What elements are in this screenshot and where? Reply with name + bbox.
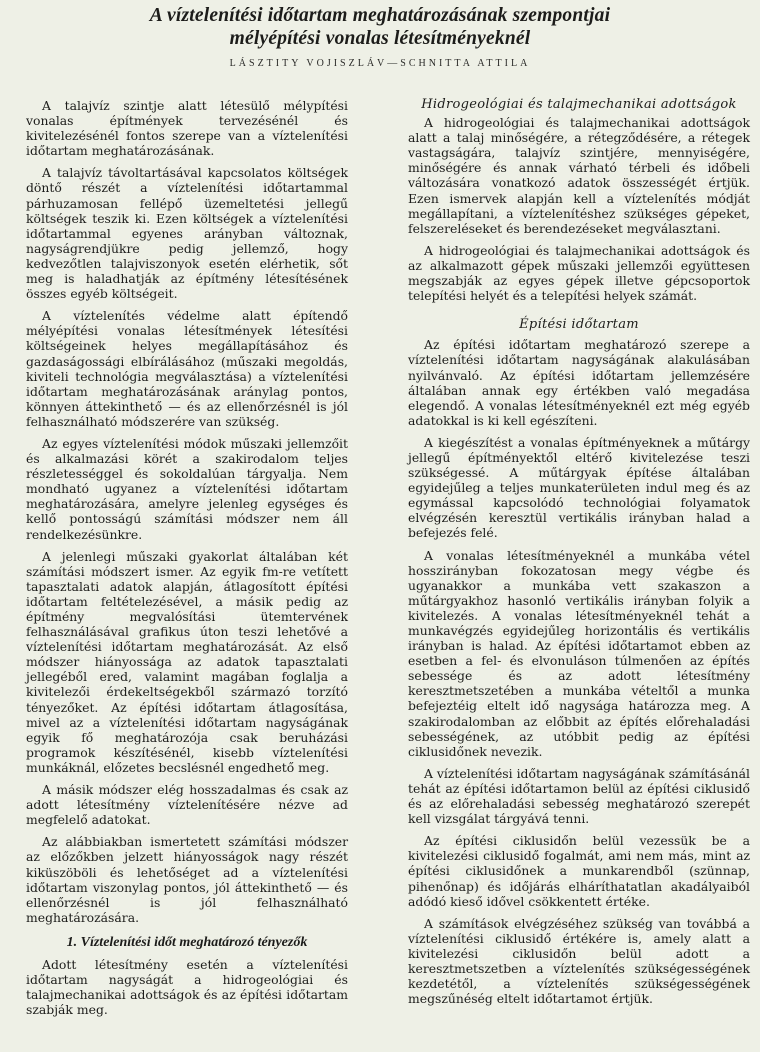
left-column <box>26 98 348 1024</box>
paragraph: A kiegészítést a vonalas építményeknek a műtárgy jellegű építményektől eltérő kivitelezése teszi szükségessé. A műtárgyak építése általában egyidejűleg a teljes munkaterületen indul meg és az egymással kapcsolódó technológiai folyamatok elvégzésén keresztül vertikális irányban halad a befejezés felé. <box>408 434 750 541</box>
article-authors: LÁSZTITY VOJISZLÁV—SCHNITTA ATTILA <box>229 58 531 69</box>
article-header <box>0 4 760 69</box>
paragraph: A másik módszer elég hosszadalmas és csak az adott létesítmény víztelenítésére nézve ad megfelelő adatokat. <box>26 782 348 828</box>
subsection-heading: Hidrogeológiai és talajmechanikai adottságok <box>421 97 737 112</box>
section-heading: 1. Víztelenítési időt meghatározó tényezők <box>66 934 308 950</box>
paragraph: A víztelenítés védelme alatt építendő mélyépítési vonalas létesítmények létesítési költségeinek helyes megállapításához és gazdaságossági elbírálásához (műszaki megoldás, kiviteli technológia megválasztása) a víztelenítési időtartam meghatározásának aránylag pontos, könnyen áttekinthető — és az ellenőrzésnél is jól felhasználható módszerére van szükség. <box>26 308 348 429</box>
title-line-1: A víztelenítési időtartam meghatározásának szempontjai <box>149 5 611 26</box>
title-line-2: mélyépítési vonalas létesítményeknél <box>229 28 531 49</box>
paragraph: Az alábbiakban ismertetett számítási módszer az előzőkben jelzett hiányosságok nagy részét kiküszöböli és lehetőséget ad a víztelenítési időtartam viszonylag pontos, jól áttekinthető — és ellenőrzésnél is jól felhasználható meghatározására. <box>26 834 348 925</box>
paragraph: A hidrogeológiai és talajmechanikai adottságok és az alkalmazott gépek műszaki jellemzői együttesen megszabják az egyes gépek illetve gépcsoportok telepítési helyét és a telepítési helyek számát. <box>408 242 750 304</box>
paragraph: A hidrogeológiai és talajmechanikai adottságok alatt a talaj minőségére, a rétegződésére, a rétegek vastagságára, talajvíz szintjére, mennyiségére, minőségére és annak várható térbeli és időbeli változására vonatkozó adatok összességét értjük. Ezen ismervek alapján kell a víztelenítés módját megállapítani, a víztelenítéshez szükséges gépeket, felszereléseket és berendezéseket megválasztani. <box>408 115 750 236</box>
paragraph: Az építési ciklusidőn belül vezessük be a kivitelezési ciklusidő fogalmát, ami nem más, mint az építési ciklusidőnek a munkarendből (szünnap, pihenőnap) és időjárás elháríthatatlan akadályaiból adódó kieső idővel csökkentett értéke. <box>408 833 750 909</box>
subsection-heading: Építési időtartam <box>519 317 639 333</box>
paragraph: A talajvíz szintje alatt létesülő mélypítési vonalas építmények tervezésénél és kivitelezésénél fontos szerepe van a víztelenítési időtartam meghatározásának. <box>26 98 348 159</box>
right-column <box>408 97 750 1013</box>
paragraph: A vonalas létesítményeknél a munkába vétel hosszirányban fokozatosan megy végbe és ugyanakkor a munkába vett szakaszon a műtárgyakhoz hasonló vertikális irányban folyik a kivitelezés. A vonalas létesítményeknél tehát a munkavégzés egyidejűleg horizontális és vertikális irányban is halad. Az építési időtartamot ebben az esetben a fel- és elvonuláson túlmenően az építés sebessége és az adott létesítmény keresztmetszetében a munkába vételtől a munka befejeztéig eltelt idő nagysága határozza meg. A szakirodalomban az előbbit az építés előrehaladási sebességének, az utóbbit pedig az építési ciklusidőnek nevezik. <box>408 547 750 759</box>
paragraph: A víztelenítési időtartam nagyságának számításánál tehát az építési időtartamon belül az építési ciklusidő és az előrehaladási sebesség meghatározó szerepét kell vizsgálat tárgyává tenni. <box>408 765 750 827</box>
article-title <box>0 4 760 50</box>
paragraph: A számítások elvégzéséhez szükség van továbbá a víztelenítési ciklusidő értékére is, amely alatt a kivitelezési ciklusidőn belül adott a keresztmetszetben a víztelenítés szükségességének kezdetétől, a víztelenítés szükségességének megszűnéség eltelt időtartamot értjük. <box>408 915 750 1007</box>
paragraph: A talajvíz távoltartásával kapcsolatos költségek döntő részét a víztelenítési időtartammal párhuzamosan fellépő üzemeltetési jellegű költségek teszik ki. Ezen költségek a víztelenítési időtartammal egyenes arányban változnak, nagyságrendjükre pedig jellemző, hogy kedvezőtlen talajviszonyok esetén elérhetik, sőt meg is haladhatják az építmény létesítésének összes egyéb költségeit. <box>26 165 348 302</box>
paragraph: Az egyes víztelenítési módok műszaki jellemzőit és alkalmazási körét a szakirodalom teljes részletességgel és sokoldalúan tárgyalja. Nem mondható ugyanez a víztelenítési időtartam meghatározására, amelyre jelenleg egységes és kellő pontosságú számítási módszer nem áll rendelkezésünkre. <box>26 435 348 542</box>
paragraph: A jelenlegi műszaki gyakorlat általában két számítási módszert ismer. Az egyik fm-re vetített tapasztalati adatok alapján, átlagosított építési időtartam feltételezésével, a másik pedig az építmény megvalósítási ütemtervének felhasználásával grafikus úton teszi lehetővé a víztelenítési időtartam meghatározását. Az első módszer hiányossága az adatok tapasztalati jellegéből ered, valamint magában foglalja a kivitelezői érdekeltségekből származó torzító tényezőket. Az építési időtartam átlagosítása, mivel az a víztelenítési időtartam nagyságának egyik fő meghatározója csak beruházási programok készítésénél, kisebb víztelenítési munkáknál, előzetes becslésnél engedhető meg. <box>26 548 348 775</box>
paragraph: Az építési időtartam meghatározó szerepe a víztelenítési időtartam nagyságának alakulásában nyilvánvaló. Az építési időtartam jellemzésére általában annak egy értékben való megadása elegendő. A vonalas létesítményeknél ezt még egyéb adatokkal is ki kell egészíteni. <box>408 337 750 428</box>
paragraph: Adott létesítmény esetén a víztelenítési időtartam nagyságát a hidrogeológiai és talajmechanikai adottságok és az építési időtartam szabják meg. <box>26 956 348 1018</box>
